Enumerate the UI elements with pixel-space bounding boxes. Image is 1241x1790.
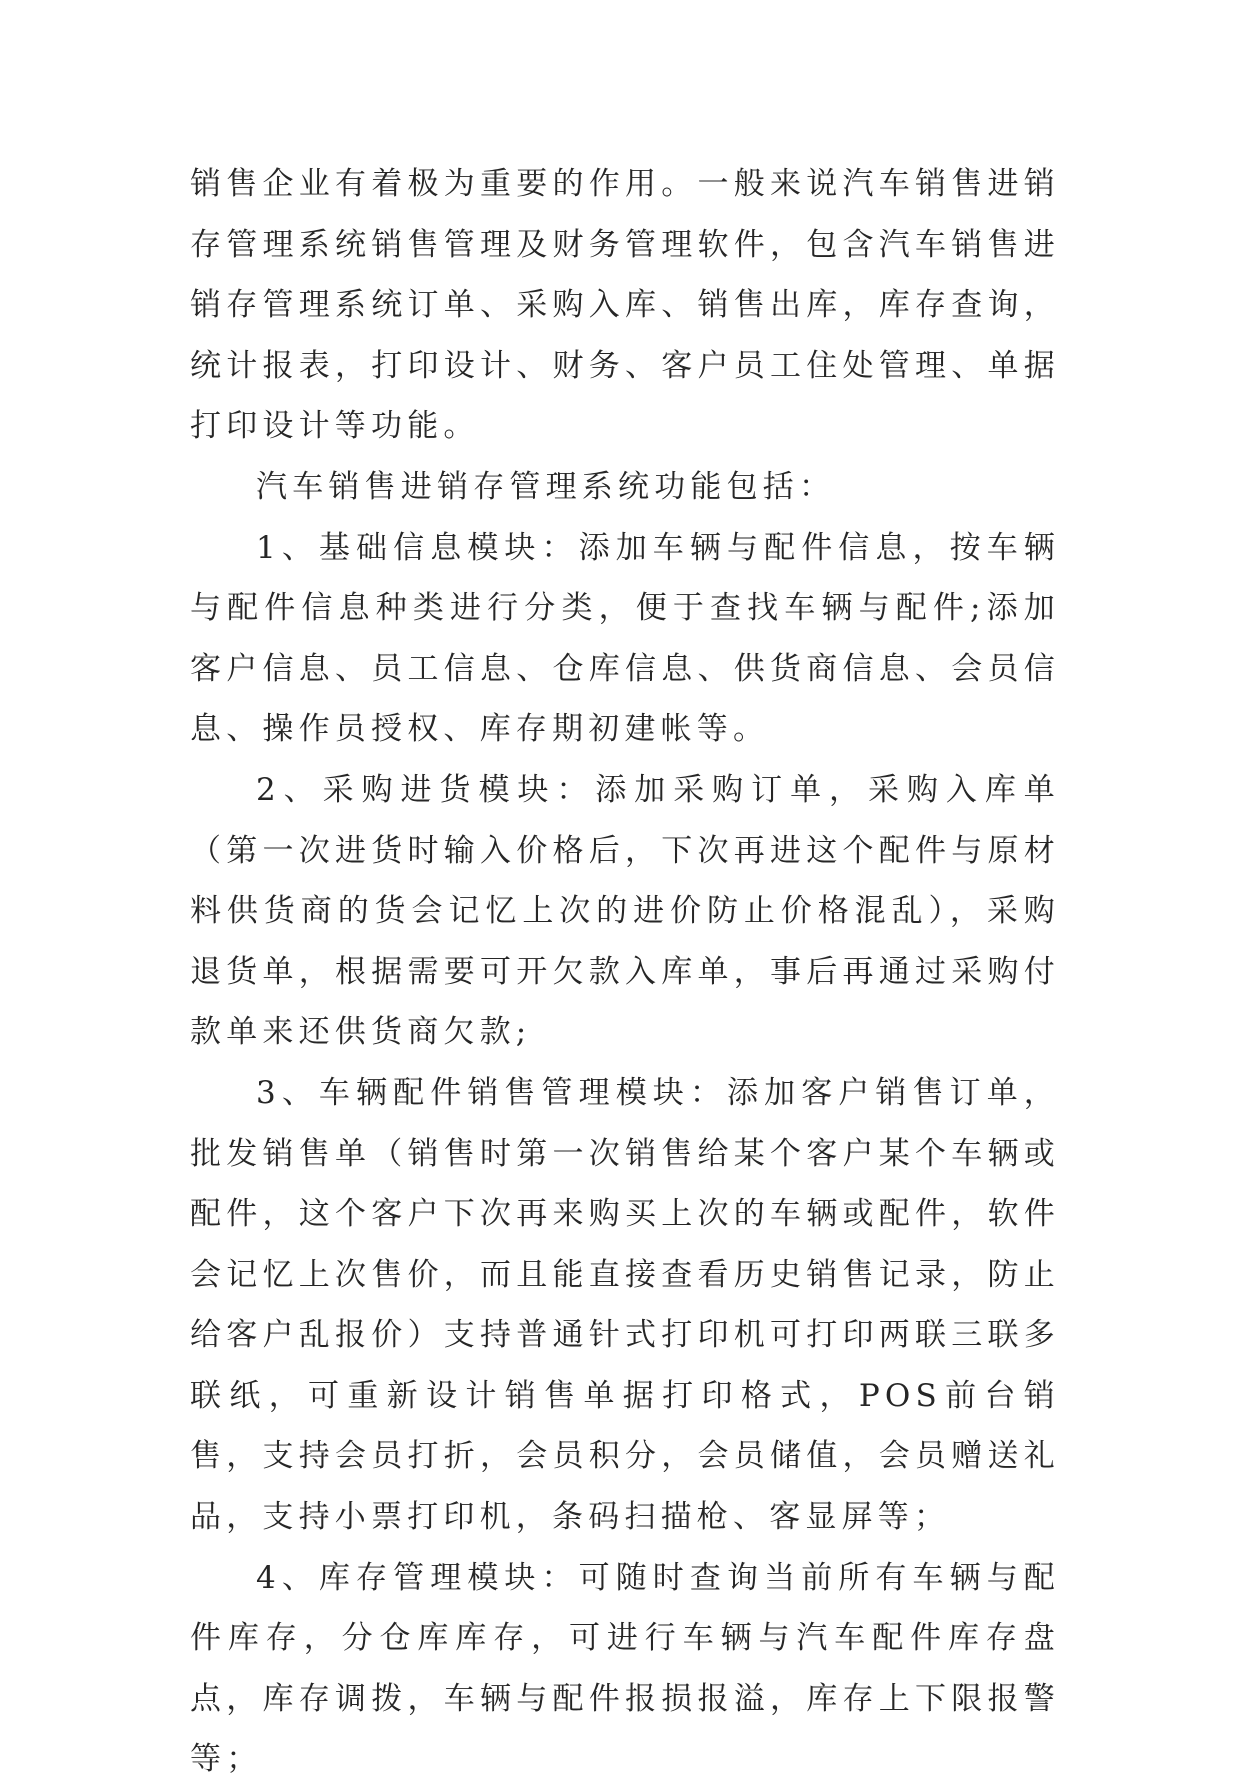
intro-paragraph: 销售企业有着极为重要的作用。一般来说汽车销售进销存管理系统销售管理及财务管理软件，包含汽车销售进销存管理系统订单、采购入库、销售出库，库存查询，统计报表，打印设计、财务、客户员工住处管理、单据打印设计等功能。 bbox=[190, 166, 1060, 445]
module-3-paragraph: 3、车辆配件销售管理模块：添加客户销售订单，批发销售单（销售时第一次销售给某个客户某个车辆或配件，这个客户下次再来购买上次的车辆或配件，软件会记忆上次售价，而且能直接查看历史销售记录，防止给客户乱报价）支持普通针式打印机可打印两联三联多联纸，可重新设计销售单据打印格式，POS前台销售，支持会员打折，会员积分，会员储值，会员赠送礼品，支持小票打印机，条码扫描枪、客显屏等； bbox=[190, 1074, 1060, 1536]
module-4-paragraph: 4、库存管理模块：可随时查询当前所有车辆与配件库存，分仓库库存，可进行车辆与汽车配件库存盘点，库存调拨，车辆与配件报损报溢，库存上下限报警等； bbox=[190, 1559, 1060, 1778]
document-body bbox=[190, 154, 1060, 1790]
functions-heading-paragraph: 汽车销售进销存管理系统功能包括： bbox=[256, 468, 836, 505]
module-1-paragraph: 1、基础信息模块：添加车辆与配件信息，按车辆与配件信息种类进行分类，便于查找车辆与配件;添加客户信息、员工信息、仓库信息、供货商信息、会员信息、操作员授权、库存期初建帐等。 bbox=[190, 529, 1060, 748]
module-2-paragraph: 2、采购进货模块：添加采购订单，采购入库单（第一次进货时输入价格后，下次再进这个配件与原材料供货商的货会记忆上次的进价防止价格混乱），采购退货单，根据需要可开欠款入库单，事后再通过采购付款单来还供货商欠款; bbox=[190, 771, 1060, 1051]
